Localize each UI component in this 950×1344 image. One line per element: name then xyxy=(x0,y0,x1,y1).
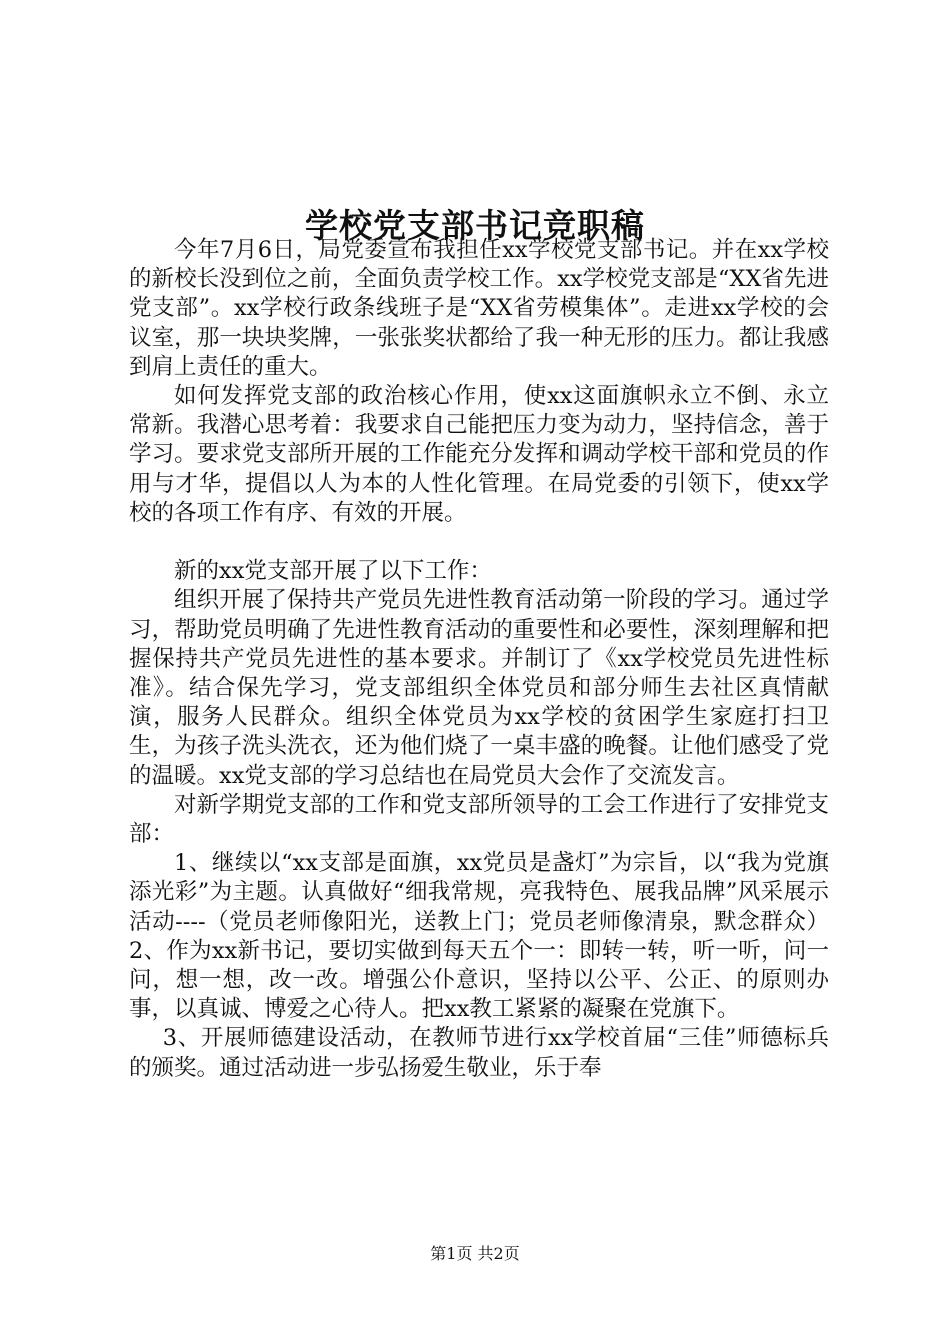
paragraph-new-semester: 对新学期党支部的工作和党支部所领导的工会工作进行了安排党支部： xyxy=(129,791,829,848)
paragraph-work-intro: 新的xx党支部开展了以下工作： xyxy=(174,558,492,585)
paragraph-item-3: 3、开展师德建设活动，在教师节进行xx学校首届“三佳”师德标兵的颁奖。通过活动进一步弘扬爱生敬业，乐于奉 xyxy=(129,1025,829,1081)
page-number: 第1页 共2页 xyxy=(430,1244,520,1263)
document-body xyxy=(129,236,829,1083)
paragraph-education-activity: 组织开展了保持共产党员先进性教育活动第一阶段的学习。通过学习，帮助党员明确了先进性教育活动的重要性和必要性，深刻理解和把握保持共产党员先进性的基本要求。并制订了《xx学校党员先进性标准》。结合保先学习，党支部组织全体党员和部分师生去社区真情献演，服务人民群众。组织全体党员为xx学校的贫困学生家庭打扫卫生，为孩子洗头洗衣，还为他们烧了一桌丰盛的晚餐。让他们感受了党的温暖。xx党支部的学习总结也在局党员大会作了交流发言。 xyxy=(129,587,829,789)
paragraph-item-1-2: 1、继续以“xx支部是面旗，xx党员是盏灯”为宗旨，以“我为党旗添光彩”为主题。认真做好“细我常规，亮我特色、展我品牌”风采展示活动----（党员老师像阳光，送教上门；党员老师像清泉，默念群众）2、作为xx新书记，要切实做到每天五个一：即转一转，听一听，问一问，想一想，改一改。增强公仆意识，坚持以公平、公正、的原则办事，以真诚、博爱之心待人。把xx教工紧紧的凝聚在党旗下。 xyxy=(129,850,829,1023)
paragraph-core-role: 如何发挥党支部的政治核心作用，使xx这面旗帜永立不倒、永立常新。我潜心思考着：我要求自己能把压力变为动力，坚持信念，善于学习。要求党支部所开展的工作能充分发挥和调动学校干部和党员的作用与才华，提倡以人为本的人性化管理。在局党委的引领下，使xx学校的各项工作有序、有效的开展。 xyxy=(129,383,829,526)
page-title: 学校党支部书记竞职稿 xyxy=(305,206,645,246)
paragraph-appointment: 今年7月6日，局党委宣布我担任xx学校党支部书记。并在xx学校的新校长没到位之前，全面负责学校工作。xx学校党支部是“XX省先进党支部”。xx学校行政条线班子是“XX省劳模集体”。走进xx学校的会议室，那一块块奖牌，一张张奖状都给了我一种无形的压力。都让我感到肩上责任的重大。 xyxy=(129,237,829,380)
